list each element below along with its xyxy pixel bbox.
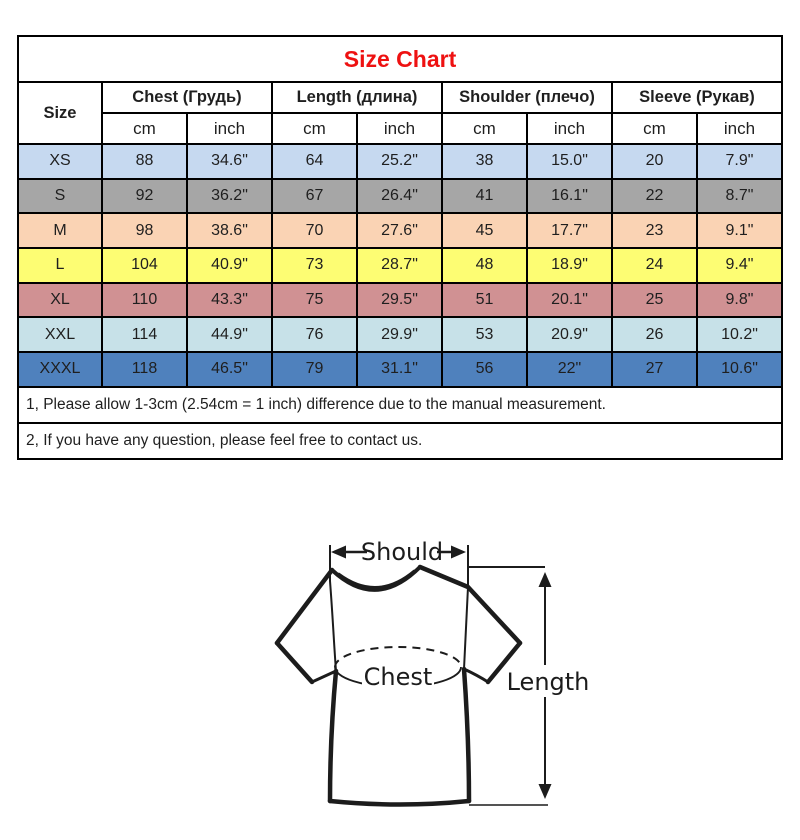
data-cell: 23 <box>612 213 697 248</box>
data-cell: 27.6" <box>357 213 442 248</box>
data-cell: 92 <box>102 179 187 214</box>
data-cell: 24 <box>612 248 697 283</box>
table-row-xs <box>18 144 782 179</box>
data-cell: 41 <box>442 179 527 214</box>
chest-group-header: Chest (Грудь) <box>102 82 272 113</box>
data-cell: 20 <box>612 144 697 179</box>
arrowhead-down-icon <box>539 784 552 799</box>
unit-header-inch: inch <box>527 113 612 144</box>
data-cell: 31.1" <box>357 352 442 387</box>
unit-header-inch: inch <box>697 113 782 144</box>
size-cell: XS <box>18 144 102 179</box>
data-cell: 9.4" <box>697 248 782 283</box>
length-group-header: Length (длина) <box>272 82 442 113</box>
table-row-l <box>18 248 782 283</box>
data-cell: 70 <box>272 213 357 248</box>
unit-header-cm: cm <box>102 113 187 144</box>
unit-header-inch: inch <box>357 113 442 144</box>
table-row-s <box>18 179 782 214</box>
data-cell: 29.9" <box>357 317 442 352</box>
arrowhead-right-icon <box>451 546 466 559</box>
data-cell: 34.6" <box>187 144 272 179</box>
size-cell: S <box>18 179 102 214</box>
data-cell: 79 <box>272 352 357 387</box>
data-cell: 27 <box>612 352 697 387</box>
data-cell: 15.0" <box>527 144 612 179</box>
data-cell: 10.2" <box>697 317 782 352</box>
data-cell: 51 <box>442 283 527 318</box>
data-cell: 76 <box>272 317 357 352</box>
size-cell: XL <box>18 283 102 318</box>
data-cell: 10.6" <box>697 352 782 387</box>
arrowhead-up-icon <box>539 572 552 587</box>
data-cell: 26 <box>612 317 697 352</box>
data-cell: 44.9" <box>187 317 272 352</box>
data-cell: 7.9" <box>697 144 782 179</box>
table-row-xxxl <box>18 352 782 387</box>
size-chart-table <box>17 35 783 460</box>
data-cell: 25 <box>612 283 697 318</box>
unit-header-cm: cm <box>442 113 527 144</box>
data-cell: 20.9" <box>527 317 612 352</box>
data-cell: 45 <box>442 213 527 248</box>
arrowhead-left-icon <box>331 546 346 559</box>
size-cell: L <box>18 248 102 283</box>
sleeve-group-header: Sleeve (Рукав) <box>612 82 782 113</box>
note-measurement: 1, Please allow 1-3cm (2.54cm = 1 inch) difference due to the manual measurement. <box>18 387 782 423</box>
data-cell: 9.8" <box>697 283 782 318</box>
unit-header-cm: cm <box>612 113 697 144</box>
data-cell: 8.7" <box>697 179 782 214</box>
shoulder-group-header: Shoulder (плечо) <box>442 82 612 113</box>
data-cell: 53 <box>442 317 527 352</box>
size-cell: M <box>18 213 102 248</box>
data-cell: 28.7" <box>357 248 442 283</box>
note-contact: 2, If you have any question, please feel free to contact us. <box>18 423 782 459</box>
data-cell: 48 <box>442 248 527 283</box>
tshirt-measurement-diagram <box>0 525 800 835</box>
data-cell: 40.9" <box>187 248 272 283</box>
data-cell: 104 <box>102 248 187 283</box>
data-cell: 38.6" <box>187 213 272 248</box>
table-row-xxl <box>18 317 782 352</box>
data-cell: 25.2" <box>357 144 442 179</box>
data-cell: 20.1" <box>527 283 612 318</box>
data-cell: 29.5" <box>357 283 442 318</box>
length-label: Length <box>506 668 590 696</box>
data-cell: 118 <box>102 352 187 387</box>
data-cell: 26.4" <box>357 179 442 214</box>
data-cell: 16.1" <box>527 179 612 214</box>
data-cell: 56 <box>442 352 527 387</box>
unit-header-inch: inch <box>187 113 272 144</box>
table-row-m <box>18 213 782 248</box>
data-cell: 18.9" <box>527 248 612 283</box>
size-column-header: Size <box>18 82 102 144</box>
data-cell: 73 <box>272 248 357 283</box>
shoulder-label: Should <box>360 538 444 566</box>
data-cell: 43.3" <box>187 283 272 318</box>
table-row-xl <box>18 283 782 318</box>
data-cell: 67 <box>272 179 357 214</box>
data-cell: 98 <box>102 213 187 248</box>
size-cell: XXL <box>18 317 102 352</box>
chart-title: Size Chart <box>18 36 782 82</box>
chest-label: Chest <box>363 663 433 691</box>
data-cell: 46.5" <box>187 352 272 387</box>
data-cell: 75 <box>272 283 357 318</box>
data-cell: 22 <box>612 179 697 214</box>
data-cell: 38 <box>442 144 527 179</box>
data-cell: 114 <box>102 317 187 352</box>
data-cell: 88 <box>102 144 187 179</box>
data-cell: 17.7" <box>527 213 612 248</box>
size-cell: XXXL <box>18 352 102 387</box>
data-cell: 110 <box>102 283 187 318</box>
unit-header-cm: cm <box>272 113 357 144</box>
data-cell: 22" <box>527 352 612 387</box>
data-cell: 9.1" <box>697 213 782 248</box>
data-cell: 36.2" <box>187 179 272 214</box>
data-cell: 64 <box>272 144 357 179</box>
